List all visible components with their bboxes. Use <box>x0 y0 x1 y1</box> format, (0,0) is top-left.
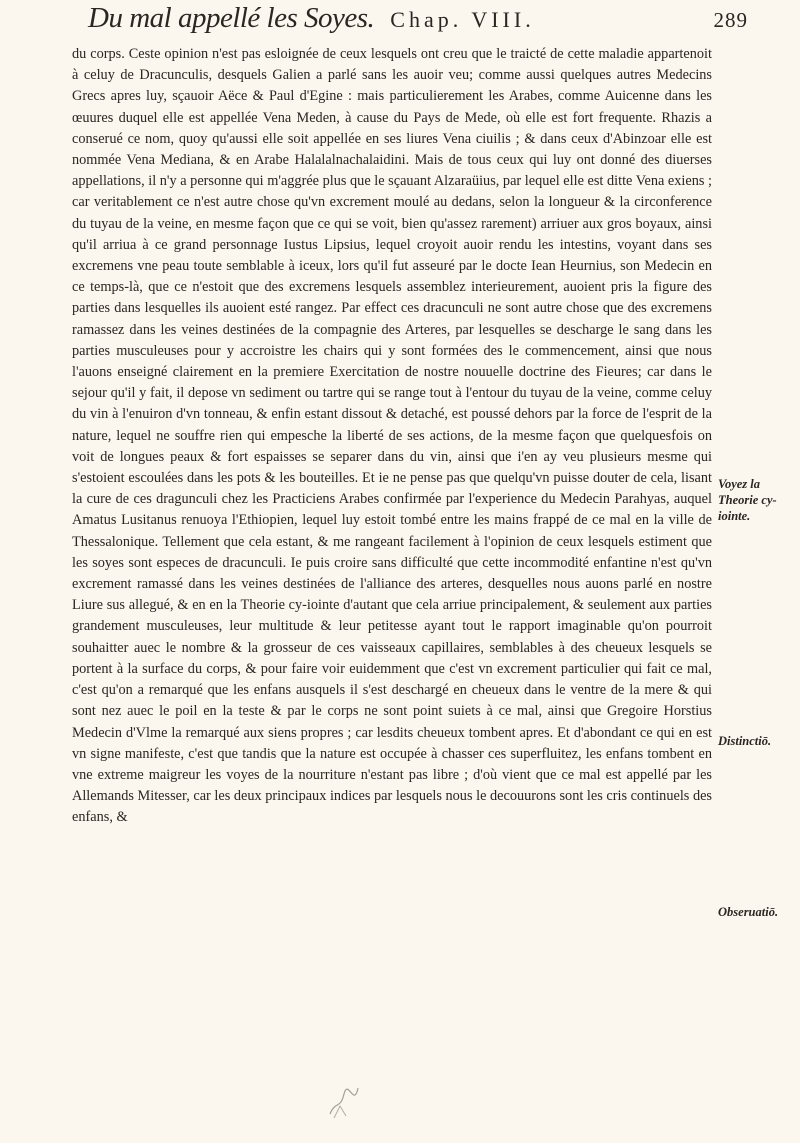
body-text: du corps. Ceste opinion n'est pas esloignée de ceux lesquels ont creu que le traicté de cette maladie appartenoit à celuy de Dracunculis, desquels Galien a parlé sans les auoir veu; comme aussi quelques autres Medecins Grecs apres luy, sçauoir Aëce & Paul d'Egine : mais particulierement les Arabes, comme Auicenne dans les œuures duquel elle est appellée Vena Meden, à cause du Pays de Mede, où elle est fort frequente. Rhazis a conserué ce nom, quoy qu'aussi elle soit appellée en ses liures Vena ciuilis ; & dans ceux d'Abinzoar elle est nommée Vena Mediana, & en Arabe Halalalnachalaidini. Mais de tous ceux qui luy ont donné des diuerses appellations, il n'y a personne qui m'aggrée plus que le sçauant Alzaraüius, par lequel elle est ditte Vena exiens ; car veritablement ce n'est autre chose qu'vn excrement moulé au dedans, selon la longueur & la circonference du tuyau de la veine, en mesme façon que ce qui se voit, bien qu'assez rarement) arriuer aux gros boyaux, ainsi qu'il arriua à ce grand personnage Iustus Lipsius, lequel croyoit auoir rendu les intestins, voyant dans ses excremens vne peau toute semblable à iceux, lors qu'il fut asseuré par le docte Iean Heurnius, son Medecin en ce temps-là, que ce n'estoit que des excremens lesquels assemblez interieurement, auoient pris la figure des parties dans lesquelles ils auoient esté rangez. Par effect ces dracunculi ne sont autre chose que des excremens ramassez dans les veines destinées de la compagnie des Arteres, par lesquelles se descharge le sang dans les parties musculeuses pour y accroistre les chairs qui y sont formées des le commencement, ainsi que nous l'auons enseigné clairement en la premiere Exercitation de nostre nouuelle doctrine des Fieures; car dans le sejour qu'il y fait, il depose vn sediment ou tartre qui se range tout à l'entour du tuyau de la veine, comme celuy du vin à l'enuiron d'vn tonneau, & enfin estant dissout & detaché, est poussé dehors par la force de l'esprit de la nature, lequel ne souffre rien qui empesche la liberté de ses actions, de la mesme façon que quelquesfois on voit de longues peaux & fort espaisses se separer dans du vin, ainsi que i'en ay veu plusieurs mesme qui s'estoient escoulées dans les pots & les bouteilles. Et ie ne pense pas que quelqu'vn puisse douter de cela, lisant la cure de ces dragunculi chez les Practiciens Arabes confirmée par l'experience du Medecin Parahyas, auquel Amatus Lusitanus renuoya l'Ethiopien, lequel luy estoit tombé entre les mains frappé de ce mal en la ville de Thessalonique. Tellement que cela estant, & me rangeant facilement à l'opinion de ceux lesquels estiment que les soyes sont especes de dracunculi. Ie puis croire sans difficulté que cette incommodité enfantine n'est qu'vn excrement ramassé dans les veines destinées de l'alliance des arteres, desquelles nous auons parlé en nostre Liure sus allegué, & en en la Theorie cy-iointe d'autant que cela arriue principalement, & seulement aux parties grandement musculeuses, leur multitude & leur petitesse ayant tout le rapport imaginable qu'on pourroit souhaitter auec le nombre & la grosseur de ces vaisseaux capillaires, semblables à des cheueux lesquels se portent à la surface du corps, & pour faire voir euidemment que c'est vn excrement particulier qui fait ce mal, c'est qu'on a remarqué que les enfans ausquels il s'est deschargé en cheueux dans le ventre de la mere & qui sont nez auec le poil en la teste & par le corps ne sont point suiets à ce mal, ainsi que Gregoire Horstius Medecin d'Vlme la remarqué aux siens propres ; car lesdits cheueux tombent apres. Et d'abondant ce qui en est vn signe manifeste, c'est que tandis que la nature est occupée à chasser ces superfluitez, les enfans tombent en vne extreme maigreur les voyes de la nourriture n'estant pas libre ; d'où vient que ce mal est appellé par les Allemands Mitesser, car les deux principaux indices par lesquels nous le decouurons sont les cris continuels des enfans, & <box>72 46 712 826</box>
chapter-label: Chap. VIII. <box>390 7 535 32</box>
page-header <box>88 2 748 40</box>
page-number: 289 <box>713 8 748 32</box>
running-title: Du mal appellé les Soyes. <box>88 2 375 34</box>
margin-note-observation: Obseruatiō. <box>718 905 779 919</box>
ink-flourish-icon <box>324 1080 364 1120</box>
margin-note-distinction: Distinctiō. <box>718 734 772 748</box>
margin-note-theorie: Voyez la Theorie cy-iointe. <box>718 477 777 523</box>
